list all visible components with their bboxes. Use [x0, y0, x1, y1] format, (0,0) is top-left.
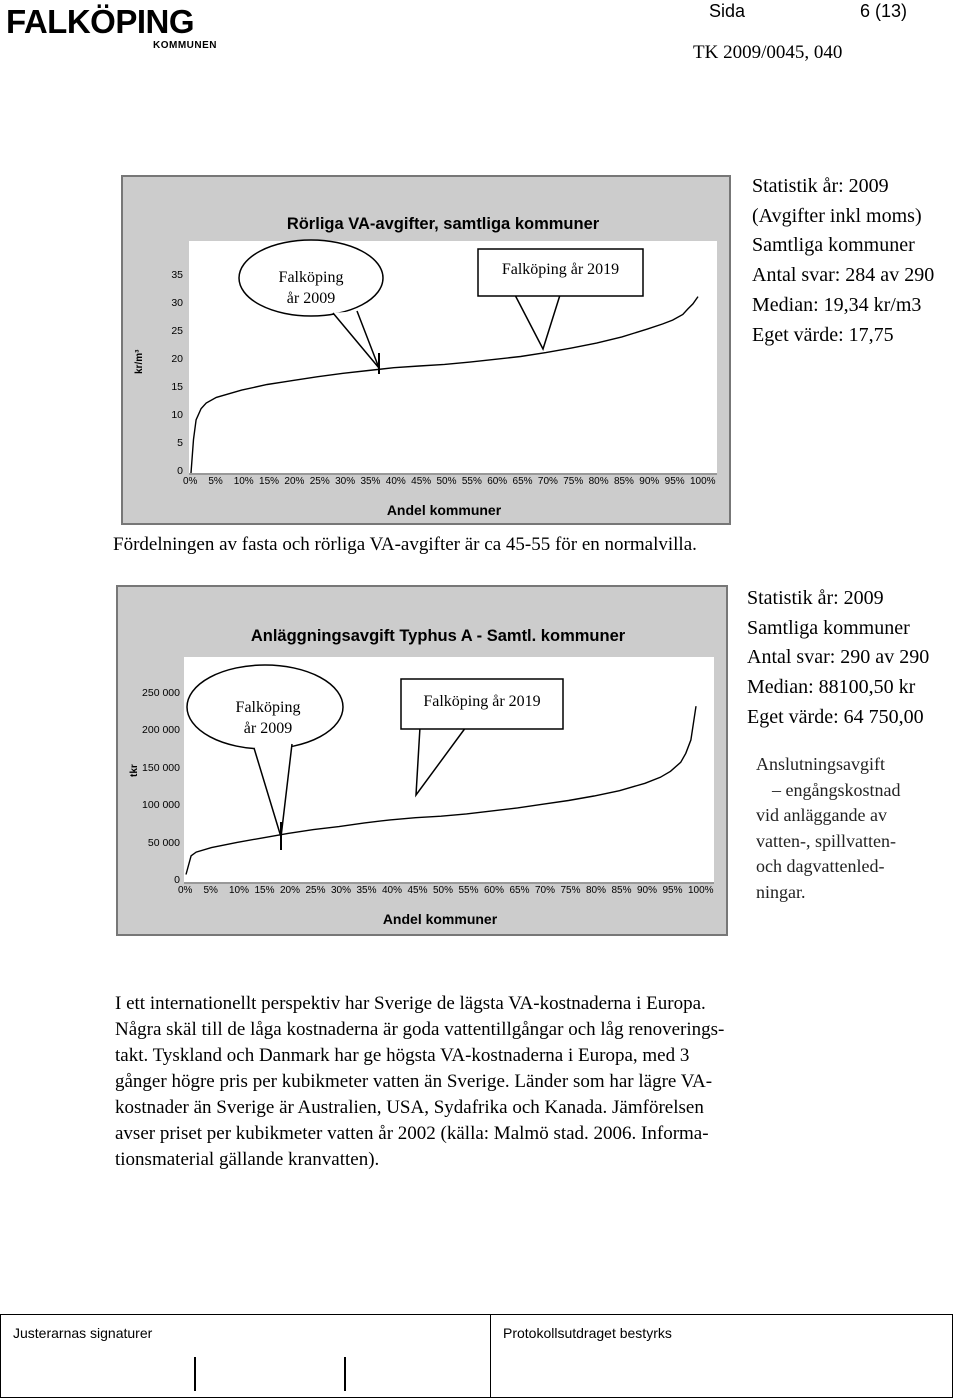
chart1-stat-scope: Samtliga kommuner [752, 234, 915, 257]
c2-x-tick-label: 55% [458, 885, 479, 896]
c1-x-tick-label: 75% [563, 476, 584, 487]
paragraph-line: takt. Tyskland och Danmark har ge högsta VA-kostnaderna i Europa, med 3 [115, 1045, 690, 1066]
description-line: ningar. [756, 881, 806, 902]
c2-x-tick-label: 30% [331, 885, 352, 896]
signature-line-1 [194, 1357, 196, 1391]
chart1-stat-median: Median: 19,34 kr/m3 [752, 293, 922, 316]
c2-y-tick-label: 200 000 [142, 724, 180, 737]
signatures-label: Justerarnas signaturer [13, 1325, 153, 1341]
c2-x-tick-label: 10% [229, 885, 250, 896]
paragraph-line: I ett internationellt perspektiv har Sverige de lägsta VA-kostnaderna i Europa. [115, 993, 706, 1014]
c2-x-tick-label: 65% [509, 885, 530, 896]
chart1-stat-responses: Antal svar: 284 av 290 [752, 264, 935, 287]
paragraph-line: gånger högre pris per kubikmeter vatten än Sverige. Länder som har lägre VA- [115, 1071, 713, 1092]
chart1-callout-2009-text [251, 267, 371, 309]
chart2-stat-median: Median: 88100,50 kr [747, 676, 916, 699]
c1-x-tick-label: 90% [639, 476, 660, 487]
c1-x-tick-label: 100% [690, 476, 716, 487]
c2-y-tick-label: 150 000 [142, 761, 180, 774]
c1-x-tick-label: 35% [360, 476, 381, 487]
c2-y-tick-label: 250 000 [142, 687, 180, 699]
logo-subtitle: KOMMUNEN [153, 40, 217, 51]
page-label: Sida [709, 1, 746, 21]
caption-fee-distribution: Fördelningen av fasta och rörliga VA-avgifter är ca 45-55 för en normalvilla. [113, 534, 697, 555]
page-number: 6 (13) [860, 1, 908, 21]
chart2-stat-responses: Antal svar: 290 av 290 [747, 646, 930, 669]
c1-x-tick-label: 5% [208, 476, 223, 487]
chart1-callout-2009-line2: år 2009 [286, 290, 336, 307]
c2-y-tick-label: 0 [174, 874, 180, 886]
chart2-stats-box [747, 584, 929, 733]
chart1-stats-box [752, 172, 934, 350]
c2-x-tick-label: 95% [662, 885, 683, 896]
c2-x-tick-label: 60% [484, 885, 505, 896]
c2-x-tick-label: 75% [560, 885, 581, 896]
c1-y-tick-label: 30 [171, 297, 183, 309]
c1-x-tick-label: 60% [487, 476, 508, 487]
chart1-x-axis-label: Andel kommuner [386, 502, 502, 518]
c1-y-tick-label: 35 [171, 269, 183, 281]
signatures-cell [1, 1315, 491, 1398]
chart2-callout-2009-text [208, 697, 328, 739]
c2-x-tick-label: 15% [254, 885, 275, 896]
paragraph-line: kostnader än Sverige är Australien, USA, Sydafrika och Kanada. Jämförelsen [115, 1097, 704, 1118]
c1-x-tick-label: 0% [183, 476, 198, 487]
paragraph-line: Några skäl till de låga kostnaderna är goda vattentillgångar och låg renoverings- [115, 1019, 725, 1040]
c1-x-tick-label: 70% [537, 476, 558, 487]
c2-x-tick-label: 40% [382, 885, 403, 896]
c2-x-tick-label: 35% [356, 885, 377, 896]
c1-x-tick-label: 80% [588, 476, 609, 487]
description-line: – engångskostnad [772, 779, 901, 800]
description-line: och dagvattenled- [756, 856, 885, 876]
c2-x-tick-label: 45% [407, 885, 428, 896]
c1-y-tick-label: 20 [171, 353, 183, 365]
chart1-y-axis-label: kr/m³ [134, 349, 145, 374]
c1-y-tick-label: 15 [171, 381, 183, 393]
c2-y-tick-label: 100 000 [142, 799, 180, 812]
c2-x-tick-label: 20% [280, 885, 301, 896]
c2-x-tick-label: 5% [203, 885, 218, 896]
chart2-callout-2019-text: Falköping år 2019 [423, 693, 541, 710]
c1-x-tick-label: 55% [461, 476, 482, 487]
connection-fee-description [756, 752, 946, 905]
c1-y-tick-label: 10 [171, 409, 183, 421]
chart2-x-axis-label: Andel kommuner [382, 911, 498, 927]
c1-x-tick-label: 30% [335, 476, 356, 487]
chart1-stat-year: Statistik år: 2009 [752, 175, 889, 197]
c1-x-tick-label: 40% [385, 476, 406, 487]
c2-y-tick-label: 50 000 [147, 836, 180, 849]
chart1-stat-vat: (Avgifter inkl moms) [752, 204, 922, 227]
c1-y-tick-label: 5 [177, 437, 183, 449]
c1-x-tick-label: 65% [512, 476, 533, 487]
paragraph-line: avser priset per kubikmeter vatten år 2002 (källa: Malmö stad. 2006. Informa- [115, 1123, 709, 1144]
chart1-panel [121, 175, 731, 525]
chart1-callout-2009-line1: Falköping [278, 269, 344, 286]
c2-x-tick-label: 50% [433, 885, 454, 896]
chart1-stat-own-value: Eget värde: 17,75 [752, 323, 894, 346]
c1-x-tick-label: 20% [284, 476, 305, 487]
chart2-title: Anläggningsavgift Typhus A - Samtl. kommuner [250, 627, 626, 645]
c1-x-tick-label: 25% [309, 476, 330, 487]
c2-x-tick-label: 25% [305, 885, 326, 896]
c1-x-tick-label: 15% [259, 476, 280, 487]
description-line: vid anläggande av [756, 805, 887, 825]
certification-label: Protokollsutdraget bestyrks [503, 1325, 672, 1341]
chart2-callout-2009-line2: år 2009 [243, 720, 293, 737]
chart2-stat-scope: Samtliga kommuner [747, 616, 910, 639]
c2-x-tick-label: 85% [611, 885, 632, 896]
c1-x-tick-label: 45% [411, 476, 432, 487]
chart2-stat-year: Statistik år: 2009 [747, 587, 884, 609]
c2-x-tick-label: 100% [688, 885, 714, 896]
c2-x-tick-label: 0% [178, 885, 193, 896]
chart2-y-axis-label: tkr [129, 764, 140, 777]
signature-line-2 [344, 1357, 346, 1391]
document-reference: TK 2009/0045, 040 [693, 42, 843, 63]
falkoping-logo: FALKÖPING [6, 3, 195, 40]
description-line: vatten-, spillvatten- [756, 830, 896, 851]
c2-x-tick-label: 80% [586, 885, 607, 896]
c1-x-tick-label: 85% [613, 476, 634, 487]
c1-y-tick-label: 25 [171, 325, 183, 337]
paragraph-line: tionsmaterial gällande kranvatten). [115, 1149, 380, 1170]
chart2-stat-own-value: Eget värde: 64 750,00 [747, 705, 924, 728]
international-comparison-paragraph [115, 991, 724, 1173]
certification-cell [491, 1315, 953, 1398]
chart1-callout-2019-text: Falköping år 2019 [501, 261, 620, 278]
c2-x-tick-label: 90% [637, 885, 658, 896]
description-line: Anslutningsavgift [756, 754, 885, 774]
chart2-callout-2009-line1: Falköping [235, 699, 301, 716]
signature-table [0, 1314, 953, 1398]
c1-x-tick-label: 10% [233, 476, 254, 487]
c2-x-tick-label: 70% [535, 885, 556, 896]
chart1-title: Rörliga VA-avgifter, samtliga kommuner [286, 215, 600, 233]
chart2-panel [116, 585, 728, 936]
c1-x-tick-label: 50% [436, 476, 457, 487]
c1-y-tick-label: 0 [177, 465, 183, 477]
c1-x-tick-label: 95% [664, 476, 685, 487]
